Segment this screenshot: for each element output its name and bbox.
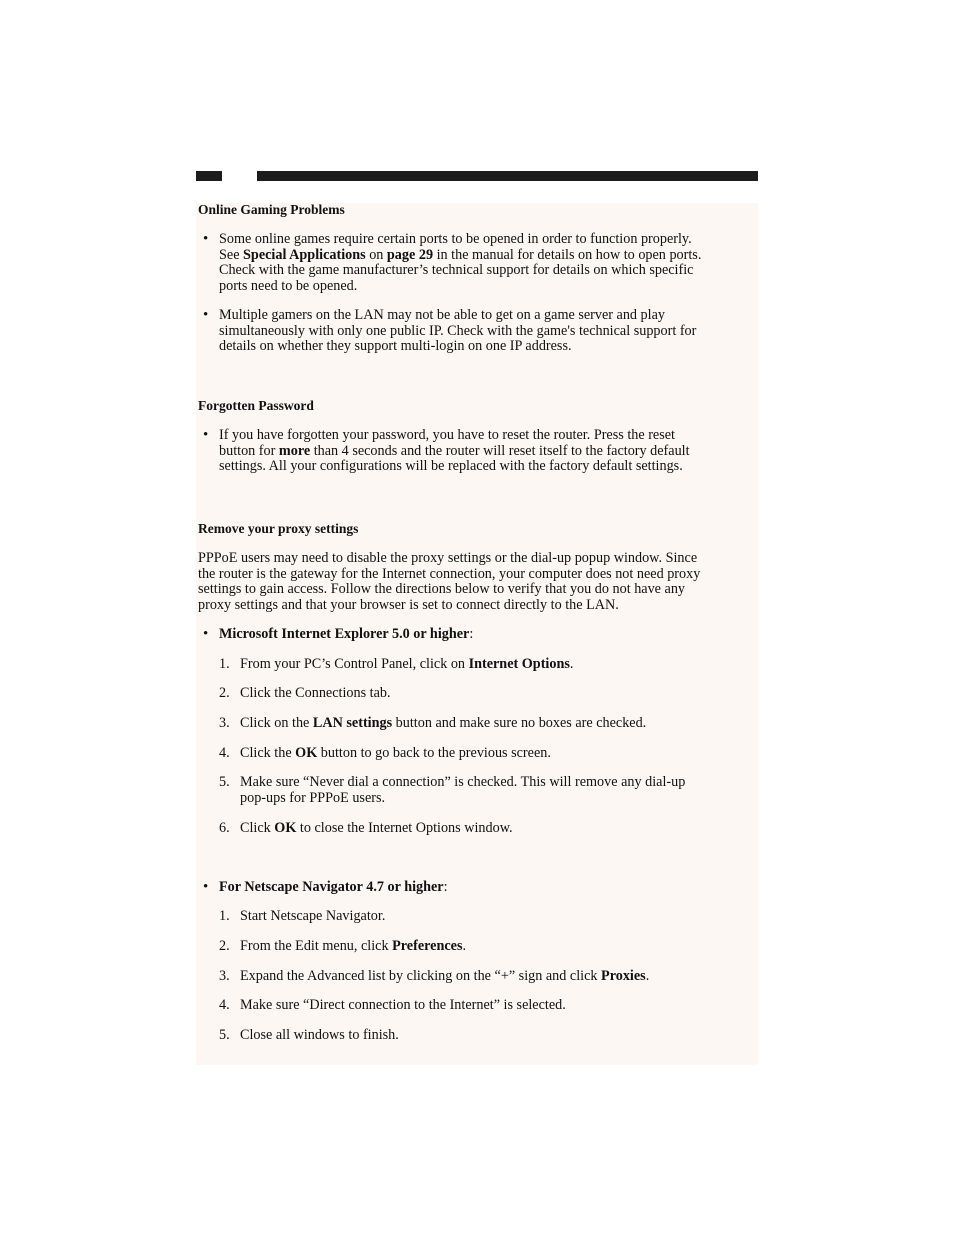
text-line: button for more than 4 seconds and the router will reset itself to the factory default (219, 442, 690, 459)
gaming-bullet-multiplayer (219, 308, 696, 355)
netscape-step-5: Close all windows to finish. (240, 1027, 399, 1043)
text-line: settings to gain access. Follow the directions below to verify that you do not have any (198, 581, 686, 598)
bullet-icon: • (203, 231, 209, 247)
netscape-step-4: Make sure “Direct connection to the Internet” is selected. (240, 997, 566, 1013)
text-line: proxy settings and that your browser is set to connect directly to the LAN. (198, 596, 619, 613)
gaming-bullet-ports (219, 232, 701, 294)
ie-step-2: Click the Connections tab. (240, 685, 391, 701)
proxy-intro-paragraph (198, 551, 700, 613)
step-number: 6. (219, 820, 230, 836)
header-rule-right (257, 171, 758, 181)
text-line: pop-ups for PPPoE users. (240, 789, 386, 806)
step-number: 5. (219, 1027, 230, 1043)
netscape-step-1: Start Netscape Navigator. (240, 908, 386, 924)
text-line: Make sure “Never dial a connection” is checked. This will remove any dial-up (240, 774, 686, 790)
netscape-label: For Netscape Navigator 4.7 or higher (219, 879, 444, 895)
text-line: Multiple gamers on the LAN may not be able to get on a game server and play (219, 307, 665, 323)
text-line: the router is the gateway for the Internet connection, your computer does not need proxy (198, 565, 701, 582)
bullet-icon: • (203, 626, 209, 642)
section-heading-password: Forgotten Password (198, 398, 314, 413)
ie-label: Microsoft Internet Explorer 5.0 or higher (219, 626, 470, 642)
text-line: settings. All your configurations will be replaced with the factory default settings. (219, 458, 683, 475)
step-number: 1. (219, 656, 230, 672)
text-line: details on whether they support multi-login on one IP address. (219, 338, 572, 355)
step-number: 4. (219, 745, 230, 761)
step-number: 4. (219, 997, 230, 1013)
netscape-step-2: From the Edit menu, click Preferences. (240, 938, 467, 954)
ie-step-4: Click the OK button to go back to the previous screen. (240, 745, 551, 761)
header-rule-left (196, 171, 222, 181)
ie-step-3: Click on the LAN settings button and make sure no boxes are checked. (240, 715, 647, 731)
special-applications-ref: Special Applications (243, 246, 366, 263)
text-line: See Special Applications on page 29 in the manual for details on how to open ports. (219, 246, 702, 263)
text-line: simultaneously with only one public IP. Check with the game's technical support for (219, 322, 697, 339)
step-number: 5. (219, 774, 230, 790)
text-line: Check with the game manufacturer’s technical support for details on which specific (219, 262, 694, 279)
text-line: ports need to be opened. (219, 277, 358, 294)
step-number: 3. (219, 968, 230, 984)
netscape-bullet-heading: For Netscape Navigator 4.7 or higher: (219, 879, 448, 895)
bullet-icon: • (203, 879, 209, 895)
netscape-step-3: Expand the Advanced list by clicking on the “+” sign and click Proxies. (240, 968, 650, 984)
page-ref: page 29 (386, 246, 434, 263)
section-heading-proxy: Remove your proxy settings (198, 521, 359, 536)
ie-bullet-heading: Microsoft Internet Explorer 5.0 or higher: (219, 626, 474, 642)
ie-step-1: From your PC’s Control Panel, click on Internet Options. (240, 656, 574, 672)
step-number: 3. (219, 715, 230, 731)
password-bullet-reset (219, 428, 690, 475)
bullet-icon: • (203, 427, 209, 443)
step-number: 2. (219, 685, 230, 701)
section-heading-gaming: Online Gaming Problems (198, 202, 345, 217)
text-line: Some online games require certain ports to be opened in order to function properly. (219, 231, 692, 247)
text-line: PPPoE users may need to disable the proxy settings or the dial-up popup window. Since (198, 550, 698, 566)
step-number: 1. (219, 908, 230, 924)
step-number: 2. (219, 938, 230, 954)
bullet-icon: • (203, 307, 209, 323)
ie-step-5 (240, 775, 685, 806)
text-line: If you have forgotten your password, you have to reset the router. Press the reset (219, 427, 675, 443)
ie-step-6: Click OK to close the Internet Options window. (240, 820, 513, 836)
